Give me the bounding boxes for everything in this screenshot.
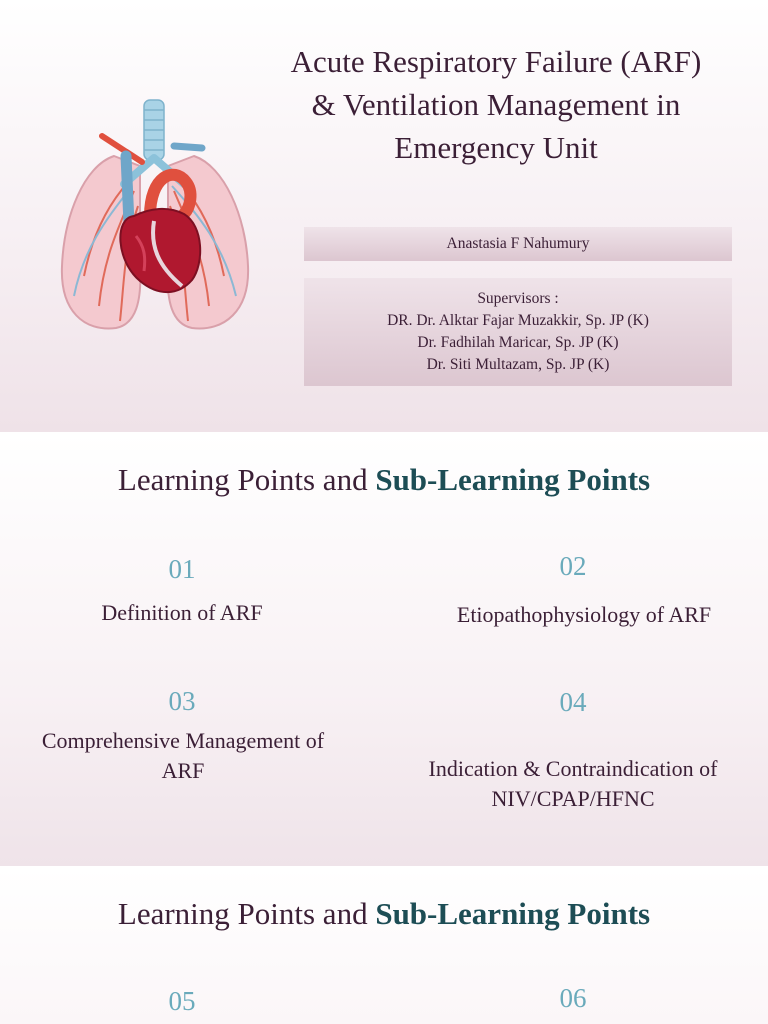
point-label: Indication & Contraindication of NIV/CPAP/HFNC <box>428 756 718 811</box>
slide-heading <box>0 462 768 498</box>
slide-title: Acute Respiratory Failure (ARF) & Ventilation Management in Emergency Unit <box>290 44 702 165</box>
supervisors-box <box>304 278 732 386</box>
author-name: Anastasia F Nahumury <box>446 235 590 252</box>
point-number: 06 <box>559 983 587 1013</box>
heading-emphasis: Sub-Learning Points <box>375 462 651 497</box>
heart-lungs-icon <box>54 96 254 336</box>
learning-points-slide <box>0 434 768 866</box>
point-label: Comprehensive Management of ARF <box>41 728 325 783</box>
point-number: 02 <box>559 551 587 581</box>
supervisor-name: Dr. Fadhilah Maricar, Sp. JP (K) <box>417 334 619 351</box>
point-label: Etiopathophysiology of ARF <box>456 602 712 627</box>
slide-heading <box>0 896 768 932</box>
supervisors-label: Supervisors : <box>477 290 559 307</box>
point-number: 05 <box>168 986 196 1016</box>
heading-plain: Learning Points and <box>117 896 376 931</box>
point-number: 01 <box>168 554 196 584</box>
learning-points-slide-2 <box>0 868 768 1024</box>
supervisor-name: Dr. Siti Multazam, Sp. JP (K) <box>426 356 610 373</box>
point-label: Definition of ARF <box>101 600 263 625</box>
heading-emphasis: Sub-Learning Points <box>375 896 651 931</box>
title-slide <box>0 0 768 432</box>
point-number: 04 <box>559 687 587 717</box>
supervisor-name: DR. Dr. Alktar Fajar Muzakkir, Sp. JP (K) <box>387 312 649 329</box>
heading-plain: Learning Points and <box>117 462 376 497</box>
author-box <box>304 227 732 261</box>
point-number: 03 <box>168 686 196 716</box>
